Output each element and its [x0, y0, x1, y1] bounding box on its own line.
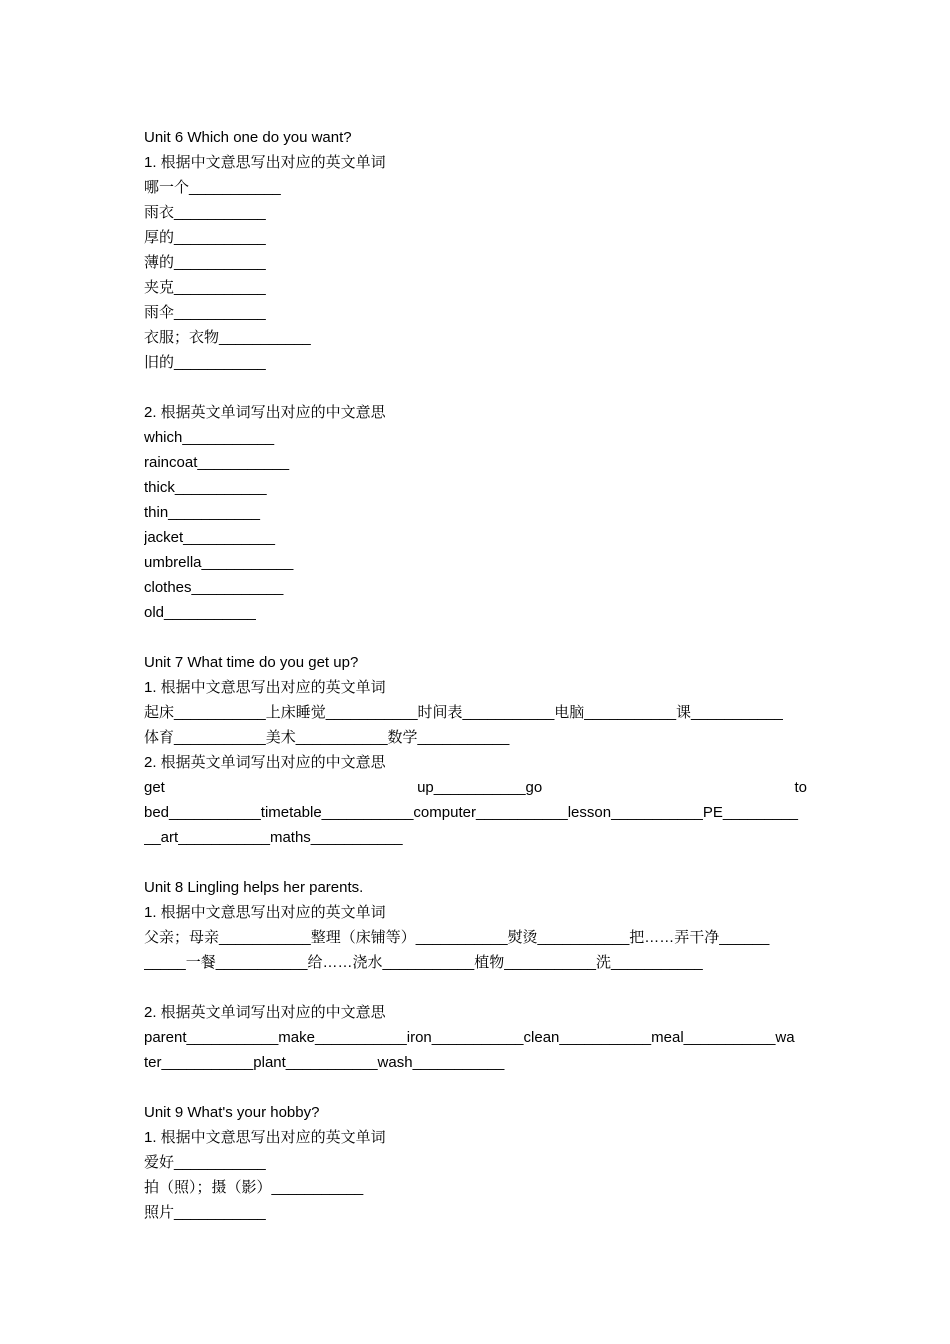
worksheet-line: 1. 根据中文意思写出对应的英文单词	[144, 904, 386, 921]
worksheet-line: which___________	[144, 429, 275, 446]
worksheet-line: 2. 根据英文单词写出对应的中文意思	[144, 754, 386, 771]
worksheet-line: 照片___________	[144, 1204, 266, 1221]
worksheet-line: 2. 根据英文单词写出对应的中文意思	[144, 1004, 386, 1021]
worksheet-line: 雨伞___________	[144, 304, 266, 321]
worksheet-line: 衣服；衣物___________	[144, 329, 311, 346]
worksheet-line: 拍（照）；摄（影）___________	[144, 1179, 364, 1196]
worksheet-line: 夹克___________	[144, 279, 266, 296]
spacer	[144, 975, 807, 1000]
worksheet-line: raincoat___________	[144, 454, 290, 471]
worksheet-line: thin___________	[144, 504, 260, 521]
worksheet-line: 父亲；母亲___________整理（床铺等）___________熨烫___________把……弄干净______	[144, 929, 770, 946]
worksheet-line: _____一餐___________给……浇水___________植物___________洗___________	[144, 954, 703, 971]
spacer	[144, 850, 807, 875]
spacer	[144, 375, 807, 400]
worksheet-line: 起床___________上床睡觉___________时间表___________电脑___________课___________	[144, 704, 783, 721]
worksheet-line: 雨衣___________	[144, 204, 266, 221]
worksheet-line: old___________	[144, 604, 256, 621]
worksheet-line: Unit 9 What's your hobby?	[144, 1104, 320, 1121]
worksheet-line	[144, 775, 807, 800]
worksheet-line: 1. 根据中文意思写出对应的英文单词	[144, 679, 386, 696]
worksheet-line: 哪一个___________	[144, 179, 281, 196]
spacer	[144, 1075, 807, 1100]
worksheet-page	[144, 125, 807, 1225]
worksheet-line: umbrella___________	[144, 554, 294, 571]
worksheet-line: thick___________	[144, 479, 267, 496]
worksheet-line: bed___________timetable___________computer___________lesson___________PE_________	[144, 804, 798, 821]
worksheet-line: 薄的___________	[144, 254, 266, 271]
worksheet-line: parent___________make___________iron___________clean___________meal___________wa	[144, 1029, 795, 1046]
worksheet-line: __art___________maths___________	[144, 829, 403, 846]
worksheet-line: 1. 根据中文意思写出对应的英文单词	[144, 154, 386, 171]
worksheet-line: 体育___________美术___________数学___________	[144, 729, 510, 746]
worksheet-word: up___________go	[417, 779, 543, 796]
worksheet-line: 厚的___________	[144, 229, 266, 246]
worksheet-line: Unit 7 What time do you get up?	[144, 654, 359, 671]
worksheet-line: 爱好___________	[144, 1154, 266, 1171]
worksheet-line: 旧的___________	[144, 354, 266, 371]
worksheet-word: to	[794, 779, 807, 796]
worksheet-line: Unit 8 Lingling helps her parents.	[144, 879, 364, 896]
worksheet-line: 2. 根据英文单词写出对应的中文意思	[144, 404, 386, 421]
worksheet-line: clothes___________	[144, 579, 284, 596]
worksheet-line: Unit 6 Which one do you want?	[144, 129, 352, 146]
worksheet-word: get	[144, 779, 165, 796]
spacer	[144, 625, 807, 650]
worksheet-line: ter___________plant___________wash___________	[144, 1054, 505, 1071]
worksheet-line: jacket___________	[144, 529, 275, 546]
worksheet-line: 1. 根据中文意思写出对应的英文单词	[144, 1129, 386, 1146]
